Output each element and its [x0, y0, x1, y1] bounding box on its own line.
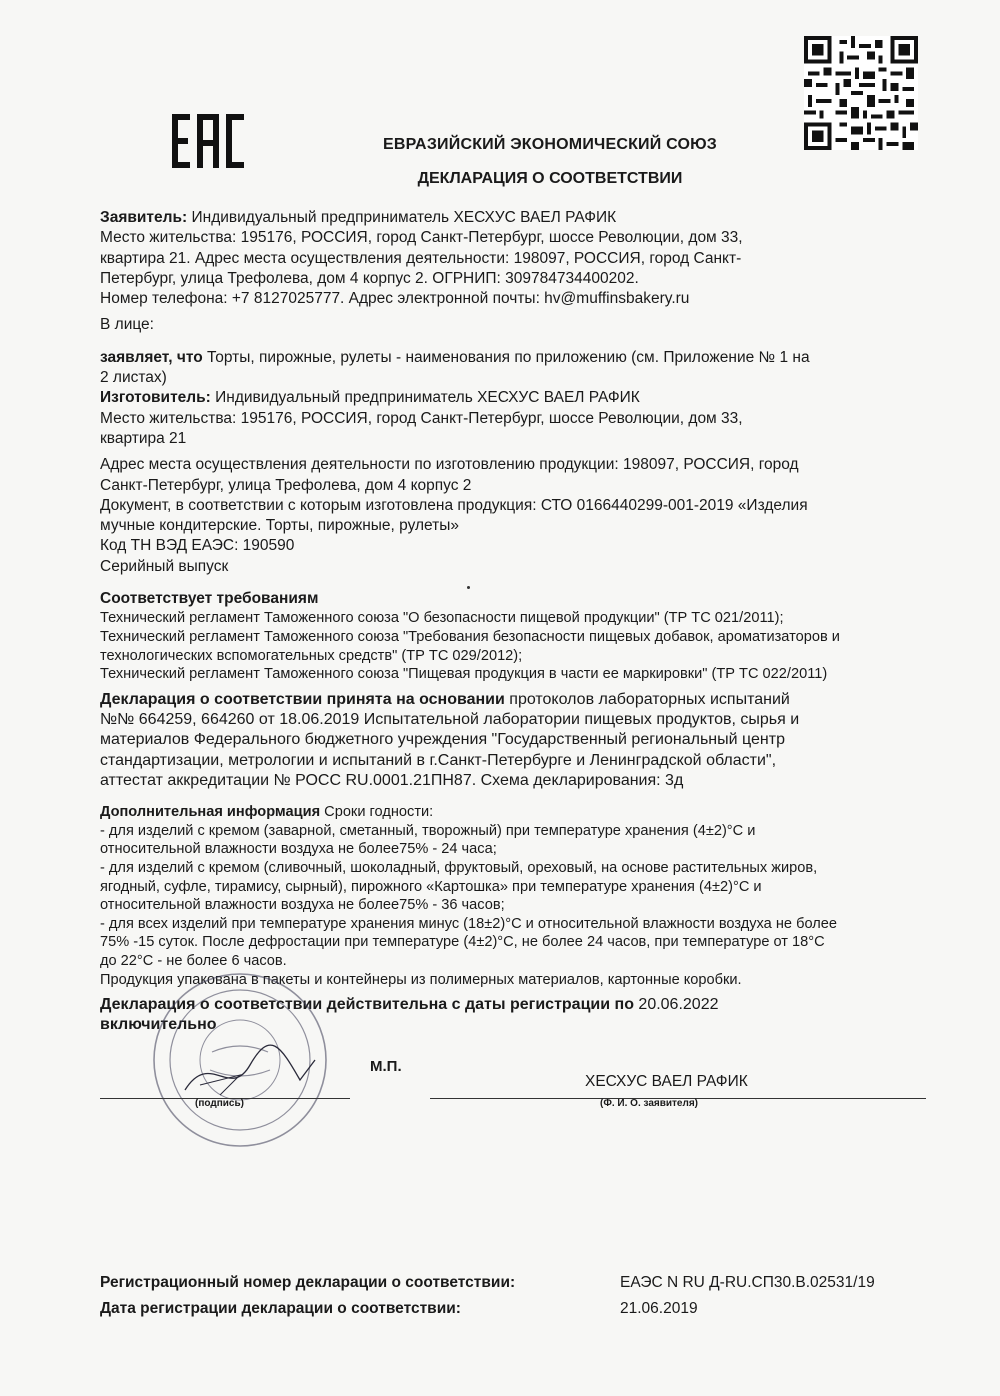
applicant-line-3: квартира 21. Адрес места осуществления деятельности: 198097, РОССИЯ, город Санкт-: [100, 249, 742, 267]
declares-text: Торты, пирожные, рулеты - наименования по приложению (см. Приложение № 1 на: [202, 348, 810, 366]
requirements-heading: Соответствует требованиям: [100, 590, 319, 608]
manufacturer-label: Изготовитель:: [100, 389, 211, 407]
requirement-1: Технический регламент Таможенного союза "О безопасности пищевой продукции" (ТР ТС 021/2011);: [100, 610, 784, 627]
applicant-line-5: Номер телефона: +7 8127025777. Адрес электронной почты: hv@muffinsbakery.ru: [100, 290, 690, 308]
registration-block: [100, 1270, 950, 1322]
additional-line-3: относительной влажности воздуха не более75% - 24 часа;: [100, 841, 497, 858]
additional-info: [100, 803, 950, 989]
manufacturer-line-6: Документ, в соответствии с которым изготовлена продукция: СТО 0166440299-001-2019 «Изделия: [100, 496, 808, 514]
manufacturer-line-4: Адрес места осуществления деятельности по изготовлению продукции: 198097, РОССИЯ, город: [100, 456, 799, 474]
additional-line-8: 75% -15 суток. После дефростации при температуре (4±2)°С, не более 24 часов, при температуре от 18°С: [100, 934, 825, 951]
requirement-3: технологических вспомогательных средств" (ТР ТС 029/2012);: [100, 647, 523, 664]
applicant-label: Заявитель:: [100, 209, 188, 226]
name-caption: (Ф. И. О. заявителя): [600, 1098, 699, 1109]
declares-line-1: [100, 348, 950, 368]
additional-line-2: - для изделий с кремом (заварной, сметанный, творожный) при температуре хранения (4±2)°С и: [100, 822, 756, 839]
declaration-title: ДЕКЛАРАЦИЯ О СООТВЕТСТВИИ: [417, 170, 683, 187]
registration-date-label: Дата регистрации декларации о соответствии:: [100, 1300, 461, 1317]
manufacturer-name: Индивидуальный предприниматель ХЕСХУС ВАЕЛ РАФИК: [215, 389, 640, 407]
scan-dot: [467, 586, 470, 589]
manufacturer-line-8: Код ТН ВЭД ЕАЭС: 190590: [100, 537, 295, 555]
basis-line-2: №№ 664259, 664260 от 18.06.2019 Испытательной лаборатории пищевых продуктов, сырья и: [100, 711, 800, 729]
requirement-4: Технический регламент Таможенного союза "Пищевая продукция в части ее маркировки" (ТР ТС 022/2011): [100, 666, 828, 683]
applicant-line-2: Место жительства: 195176, РОССИЯ, город Санкт-Петербург, шоссе Революции, дом 33,: [100, 229, 743, 247]
additional-line-7: - для всех изделий при температуре хранения минус (18±2)°С и относительной влажности воздуха не более: [100, 915, 837, 932]
manufacturer-line-1: [100, 388, 950, 408]
declares-label: заявляет, что: [100, 348, 203, 366]
requirements-list: [100, 609, 950, 683]
additional-line-1: [100, 803, 950, 822]
registration-date-row: [100, 1296, 950, 1322]
basis-line-1: [100, 690, 950, 710]
signature-caption: (подпись): [195, 1098, 244, 1109]
manufacturer-line-9: Серийный выпуск: [100, 557, 229, 575]
basis-line-3: материалов Федерального бюджетного учреждения "Государственный региональный центр: [100, 731, 785, 749]
applicant-line-6: В лице:: [100, 316, 154, 334]
registration-number-label: Регистрационный номер декларации о соответствии:: [100, 1274, 516, 1291]
basis-line-5: аттестат аккредитации № РОСС RU.0001.21ПН87. Схема декларирования: 3д: [100, 771, 684, 789]
additional-line-6: относительной влажности воздуха не более75% - 36 часов;: [100, 897, 505, 914]
manufacturer-line-3: квартира 21: [100, 429, 187, 447]
additional-line-10: Продукция упакована в пакеты и контейнеры из полимерных материалов, картонные коробки.: [100, 971, 742, 988]
additional-line-9: до 22°С - не более 6 часов.: [100, 952, 287, 969]
signature-scribble: [180, 1040, 320, 1100]
basis-line-4: стандартизации, метрологии и испытаний в г.Санкт-Петербурге и Ленинградской области",: [100, 751, 777, 769]
declaration-body: [100, 208, 950, 1036]
validity-label: Декларация о соответствии действительна с даты регистрации по: [100, 996, 634, 1014]
additional-line-4: - для изделий с кремом (сливочный, шоколадный, фруктовый, ореховый, на основе растительных жиров,: [100, 859, 818, 876]
registration-number-row: [100, 1270, 950, 1296]
additional-shelf-life: Сроки годности:: [320, 804, 434, 821]
manufacturer-line-5: Санкт-Петербург, улица Трефолева, дом 4 корпус 2: [100, 476, 472, 494]
applicant-name: Индивидуальный предприниматель ХЕСХУС ВАЕЛ РАФИК: [191, 209, 617, 226]
registration-number-value: ЕАЭС N RU Д-RU.СП30.В.02531/19: [620, 1274, 875, 1291]
additional-line-5: ягодный, суфле, тирамису, сырный), пирожного «Картошка» при температуре хранения (4±2)°С и: [100, 878, 762, 895]
additional-label: Дополнительная информация: [100, 804, 321, 821]
requirement-2: Технический регламент Таможенного союза "Требования безопасности пищевых добавок, ароматизаторов и: [100, 628, 840, 645]
qr-code: [804, 36, 918, 150]
basis-text: протоколов лабораторных испытаний: [504, 690, 790, 708]
manufacturer-line-7: мучные кондитерские. Торты, пирожные, рулеты»: [100, 517, 460, 535]
applicant-full-name: ХЕСХУС ВАЕЛ РАФИК: [585, 1073, 748, 1090]
mp-label: М.П.: [370, 1058, 402, 1075]
basis-label: Декларация о соответствии принята на основании: [100, 690, 505, 708]
validity-date: 20.06.2022: [633, 996, 719, 1014]
manufacturer-line-2: Место жительства: 195176, РОССИЯ, город Санкт-Петербург, шоссе Революции, дом 33,: [100, 409, 743, 427]
applicant-line-4: Петербург, улица Трефолева, дом 4 корпус 2. ОГРНИП: 309784734400202.: [100, 269, 639, 287]
validity-line-2: включительно: [100, 1016, 217, 1034]
applicant-line-1: [100, 208, 950, 228]
registration-date-value: 21.06.2019: [620, 1300, 698, 1317]
declares-line-2: 2 листах): [100, 369, 167, 387]
union-title: ЕВРАЗИЙСКИЙ ЭКОНОМИЧЕСКИЙ СОЮЗ: [382, 136, 718, 153]
